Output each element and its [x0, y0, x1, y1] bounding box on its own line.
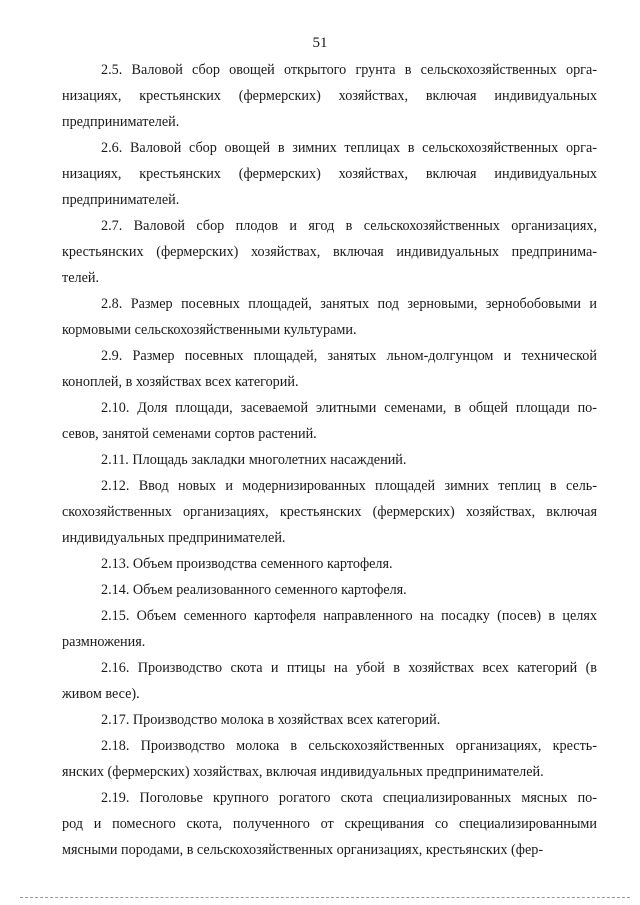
paragraph-line: 2.17. Производство молока в хозяйствах всех категорий.	[101, 712, 441, 728]
paragraph-line: 2.10. Доля площади, засеваемой элитными семенами, в общей площади по-	[101, 400, 597, 416]
paragraph	[62, 135, 597, 213]
paragraph-line: размножения.	[62, 634, 146, 650]
paragraph-line: скохозяйственных организациях, крестьянских (фермерских) хозяйствах, включая	[62, 504, 597, 520]
paragraph-line: 2.14. Объем реализованного семенного картофеля.	[101, 582, 407, 598]
paragraph-line: 2.11. Площадь закладки многолетних насаждений.	[101, 452, 407, 468]
paragraph-line: 2.18. Производство молока в сельскохозяйственных организациях, кресть-	[101, 738, 597, 754]
paragraph	[62, 733, 597, 785]
paragraph-line: предпринимателей.	[62, 192, 180, 208]
paragraph-line: крестьянских (фермерских) хозяйствах, включая индивидуальных предпринима-	[62, 244, 597, 260]
paragraph	[62, 707, 597, 733]
paragraph-line: 2.16. Производство скота и птицы на убой в хозяйствах всех категорий (в	[101, 660, 597, 676]
paragraph-line: 2.19. Поголовье крупного рогатого скота специализированных мясных по-	[101, 790, 597, 806]
paragraph-line: 2.8. Размер посевных площадей, занятых под зерновыми, зернобобовыми и	[101, 296, 597, 312]
paragraph-line: кормовыми сельскохозяйственными культурами.	[62, 322, 357, 338]
paragraph	[62, 343, 597, 395]
paragraph-line: янских (фермерских) хозяйствах, включая индивидуальных предпринимателей.	[62, 764, 544, 780]
paragraph	[62, 603, 597, 655]
paragraph-line: индивидуальных предпринимателей.	[62, 530, 286, 546]
paragraph	[62, 213, 597, 291]
paragraph	[62, 551, 597, 577]
document-body	[62, 57, 597, 863]
scan-bottom-edge	[20, 897, 630, 899]
paragraph-line: 2.6. Валовой сбор овощей в зимних теплицах в сельскохозяйственных орга-	[101, 140, 597, 156]
paragraph-line: 2.13. Объем производства семенного картофеля.	[101, 556, 393, 572]
paragraph-line: телей.	[62, 270, 100, 286]
paragraph-line: предпринимателей.	[62, 114, 180, 130]
paragraph	[62, 57, 597, 135]
paragraph-line: род и помесного скота, полученного от скрещивания со специализированными	[62, 816, 597, 832]
paragraph-line: живом весе).	[62, 686, 140, 702]
paragraph	[62, 291, 597, 343]
paragraph-line: 2.5. Валовой сбор овощей открытого грунта в сельскохозяйственных орга-	[101, 62, 597, 78]
paragraph	[62, 395, 597, 447]
paragraph-line: 2.12. Ввод новых и модернизированных площадей зимних теплиц в сель-	[101, 478, 597, 494]
paragraph-line: севов, занятой семенами сортов растений.	[62, 426, 317, 442]
paragraph-line: 2.7. Валовой сбор плодов и ягод в сельскохозяйственных организациях,	[101, 218, 597, 234]
page-number: 51	[312, 35, 328, 51]
paragraph-line: 2.15. Объем семенного картофеля направленного на посадку (посев) в целях	[101, 608, 597, 624]
paragraph-line: мясными породами, в сельскохозяйственных организациях, крестьянских (фер-	[62, 842, 544, 858]
paragraph	[62, 447, 597, 473]
paragraph-line: низациях, крестьянских (фермерских) хозяйствах, включая индивидуальных	[62, 166, 597, 182]
paragraph	[62, 473, 597, 551]
paragraph	[62, 785, 597, 863]
paragraph-line: коноплей, в хозяйствах всех категорий.	[62, 374, 299, 390]
paragraph-line: низациях, крестьянских (фермерских) хозяйствах, включая индивидуальных	[62, 88, 597, 104]
paragraph-line: 2.9. Размер посевных площадей, занятых льном-долгунцом и технической	[101, 348, 597, 364]
paragraph	[62, 577, 597, 603]
paragraph	[62, 655, 597, 707]
